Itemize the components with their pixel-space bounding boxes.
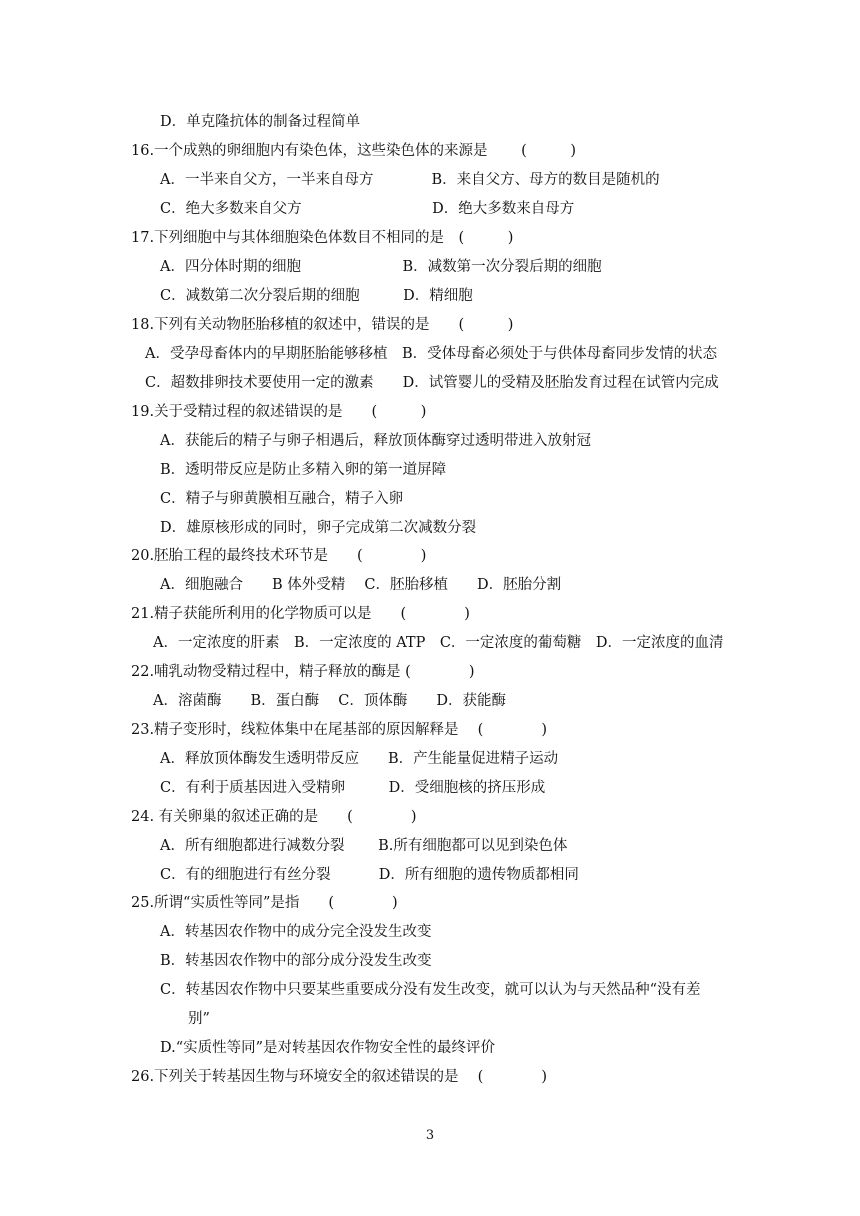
- question-16-options-ab: A．一半来自父方，一半来自母方 B．来自父方、母方的数目是随机的: [160, 172, 660, 188]
- question-20-options: A．细胞融合 B 体外受精 C．胚胎移植 D．胚胎分割: [160, 577, 562, 593]
- question-25-option-c: C．转基因农作物中只要某些重要成分没有发生改变，就可以认为与天然品种“没有差: [160, 982, 701, 998]
- question-19-option-a: A．获能后的精子与卵子相遇后，释放顶体酶穿过透明带进入放射冠: [160, 433, 591, 449]
- question-18-stem: 18.下列有关动物胚胎移植的叙述中，错误的是 ( ): [131, 317, 514, 333]
- question-24-stem: 24. 有关卵巢的叙述正确的是 ( ): [131, 809, 417, 825]
- question-16-stem: 16.一个成熟的卵细胞内有染色体，这些染色体的来源是 ( ): [131, 143, 576, 159]
- question-19-option-c: C．精子与卵黄膜相互融合，精子入卵: [160, 491, 404, 507]
- question-17-options-ab: A．四分体时期的细胞 B．减数第一次分裂后期的细胞: [160, 259, 602, 275]
- question-21-stem: 21.精子获能所利用的化学物质可以是 ( ): [131, 606, 470, 622]
- question-19-option-b: B．透明带反应是防止多精入卵的第一道屏障: [160, 462, 447, 478]
- question-25-option-a: A．转基因农作物中的成分完全没发生改变: [160, 924, 432, 940]
- question-17-options-cd: C．减数第二次分裂后期的细胞 D．精细胞: [160, 288, 473, 304]
- question-18-options-ab: A．受孕母畜体内的早期胚胎能够移植 B．受体母畜必须处于与供体母畜同步发情的状态: [145, 346, 718, 362]
- question-16-options-cd: C．绝大多数来自父方 D．绝大多数来自母方: [160, 201, 575, 217]
- question-18-options-cd: C．超数排卵技术要使用一定的激素 D．试管婴儿的受精及胚胎发育过程在试管内完成: [145, 375, 719, 391]
- question-24-options-ab: A．所有细胞都进行减数分裂 B.所有细胞都可以见到染色体: [160, 838, 568, 854]
- question-17-stem: 17.下列细胞中与其体细胞染色体数目不相同的是 ( ): [131, 230, 514, 246]
- question-25-option-c-continued: 别”: [188, 1011, 210, 1027]
- question-21-options: A．一定浓度的肝素 B．一定浓度的 ATP C．一定浓度的葡萄糖 D．一定浓度的血清: [153, 635, 724, 651]
- question-15-option-d: D．单克隆抗体的制备过程简单: [160, 114, 361, 130]
- question-19-stem: 19.关于受精过程的叙述错误的是 ( ): [131, 404, 427, 420]
- question-22-stem: 22.哺乳动物受精过程中，精子释放的酶是 ( ): [131, 664, 475, 680]
- page-number: 3: [425, 1128, 435, 1143]
- question-25-option-b: B．转基因农作物中的部分成分没发生改变: [160, 953, 432, 969]
- question-24-options-cd: C．有的细胞进行有丝分裂 D．所有细胞的遗传物质都相同: [160, 867, 579, 883]
- question-20-stem: 20.胚胎工程的最终技术环节是 ( ): [131, 548, 427, 564]
- question-23-options-ab: A．释放顶体酶发生透明带反应 B．产生能量促进精子运动: [160, 751, 559, 767]
- question-26-stem: 26.下列关于转基因生物与环境安全的叙述错误的是 ( ): [131, 1069, 547, 1085]
- question-25-option-d: D.“实质性等同”是对转基因农作物安全性的最终评价: [160, 1040, 496, 1056]
- question-23-options-cd: C．有利于质基因进入受精卵 D．受细胞核的挤压形成: [160, 780, 546, 796]
- question-19-option-d: D．雄原核形成的同时，卵子完成第二次减数分裂: [160, 520, 477, 536]
- question-22-options: A．溶菌酶 B．蛋白酶 C．顶体酶 D．获能酶: [153, 693, 506, 709]
- question-25-stem: 25.所谓“实质性等同”是指 ( ): [131, 895, 398, 911]
- question-23-stem: 23.精子变形时，线粒体集中在尾基部的原因解释是 ( ): [131, 722, 547, 738]
